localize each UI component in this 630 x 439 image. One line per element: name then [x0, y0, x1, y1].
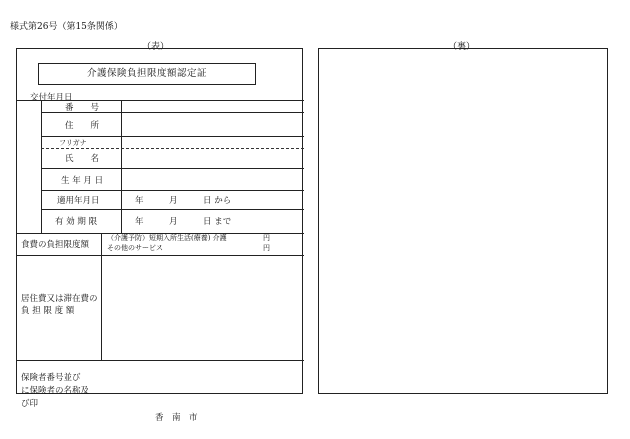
back-side-label: （裏）: [448, 42, 476, 52]
issue-date-label: 交付年月日: [30, 93, 73, 103]
address-label: 住 所: [65, 121, 100, 131]
meal-limit-label: 食費の負担限度額: [21, 240, 90, 250]
insurer-label-1: 保険者番号並び: [21, 373, 81, 383]
housing-limit-label-2: 負 担 限 度 額: [21, 306, 75, 316]
insurer-name: 香 南 市: [155, 413, 198, 423]
housing-limit-label-1: 居住費又は滞在費の: [21, 294, 98, 304]
applied-date-value: 年 月 日 から: [135, 196, 232, 206]
birth-date-label: 生 年 月 日: [61, 176, 104, 186]
applied-date-label: 適用年月日: [57, 196, 100, 206]
meal-yen-2: 円: [263, 244, 270, 252]
furigana-label: フリガナ: [59, 139, 87, 147]
insurer-label-2: に保険者の名称及: [21, 386, 90, 396]
front-side-label: （表）: [142, 42, 170, 52]
certificate-front: [16, 48, 303, 423]
number-label: 番 号: [65, 103, 100, 113]
expiry-date-value: 年 月 日 まで: [135, 217, 232, 227]
meal-line-short-stay: （介護予防）短期入所生活(療養) 介護: [107, 234, 227, 242]
certificate-title: 介護保険負担限度額認定証: [38, 63, 256, 85]
insurer-label-3: び印: [21, 399, 39, 409]
meal-line-other: その他のサービス: [107, 244, 163, 252]
certificate-back: [318, 48, 608, 394]
form-number-label: 様式第26号（第15条関係）: [10, 22, 123, 32]
expiry-label: 有 効 期 限: [55, 217, 98, 227]
meal-yen-1: 円: [263, 234, 270, 242]
name-label: 氏 名: [65, 154, 100, 164]
